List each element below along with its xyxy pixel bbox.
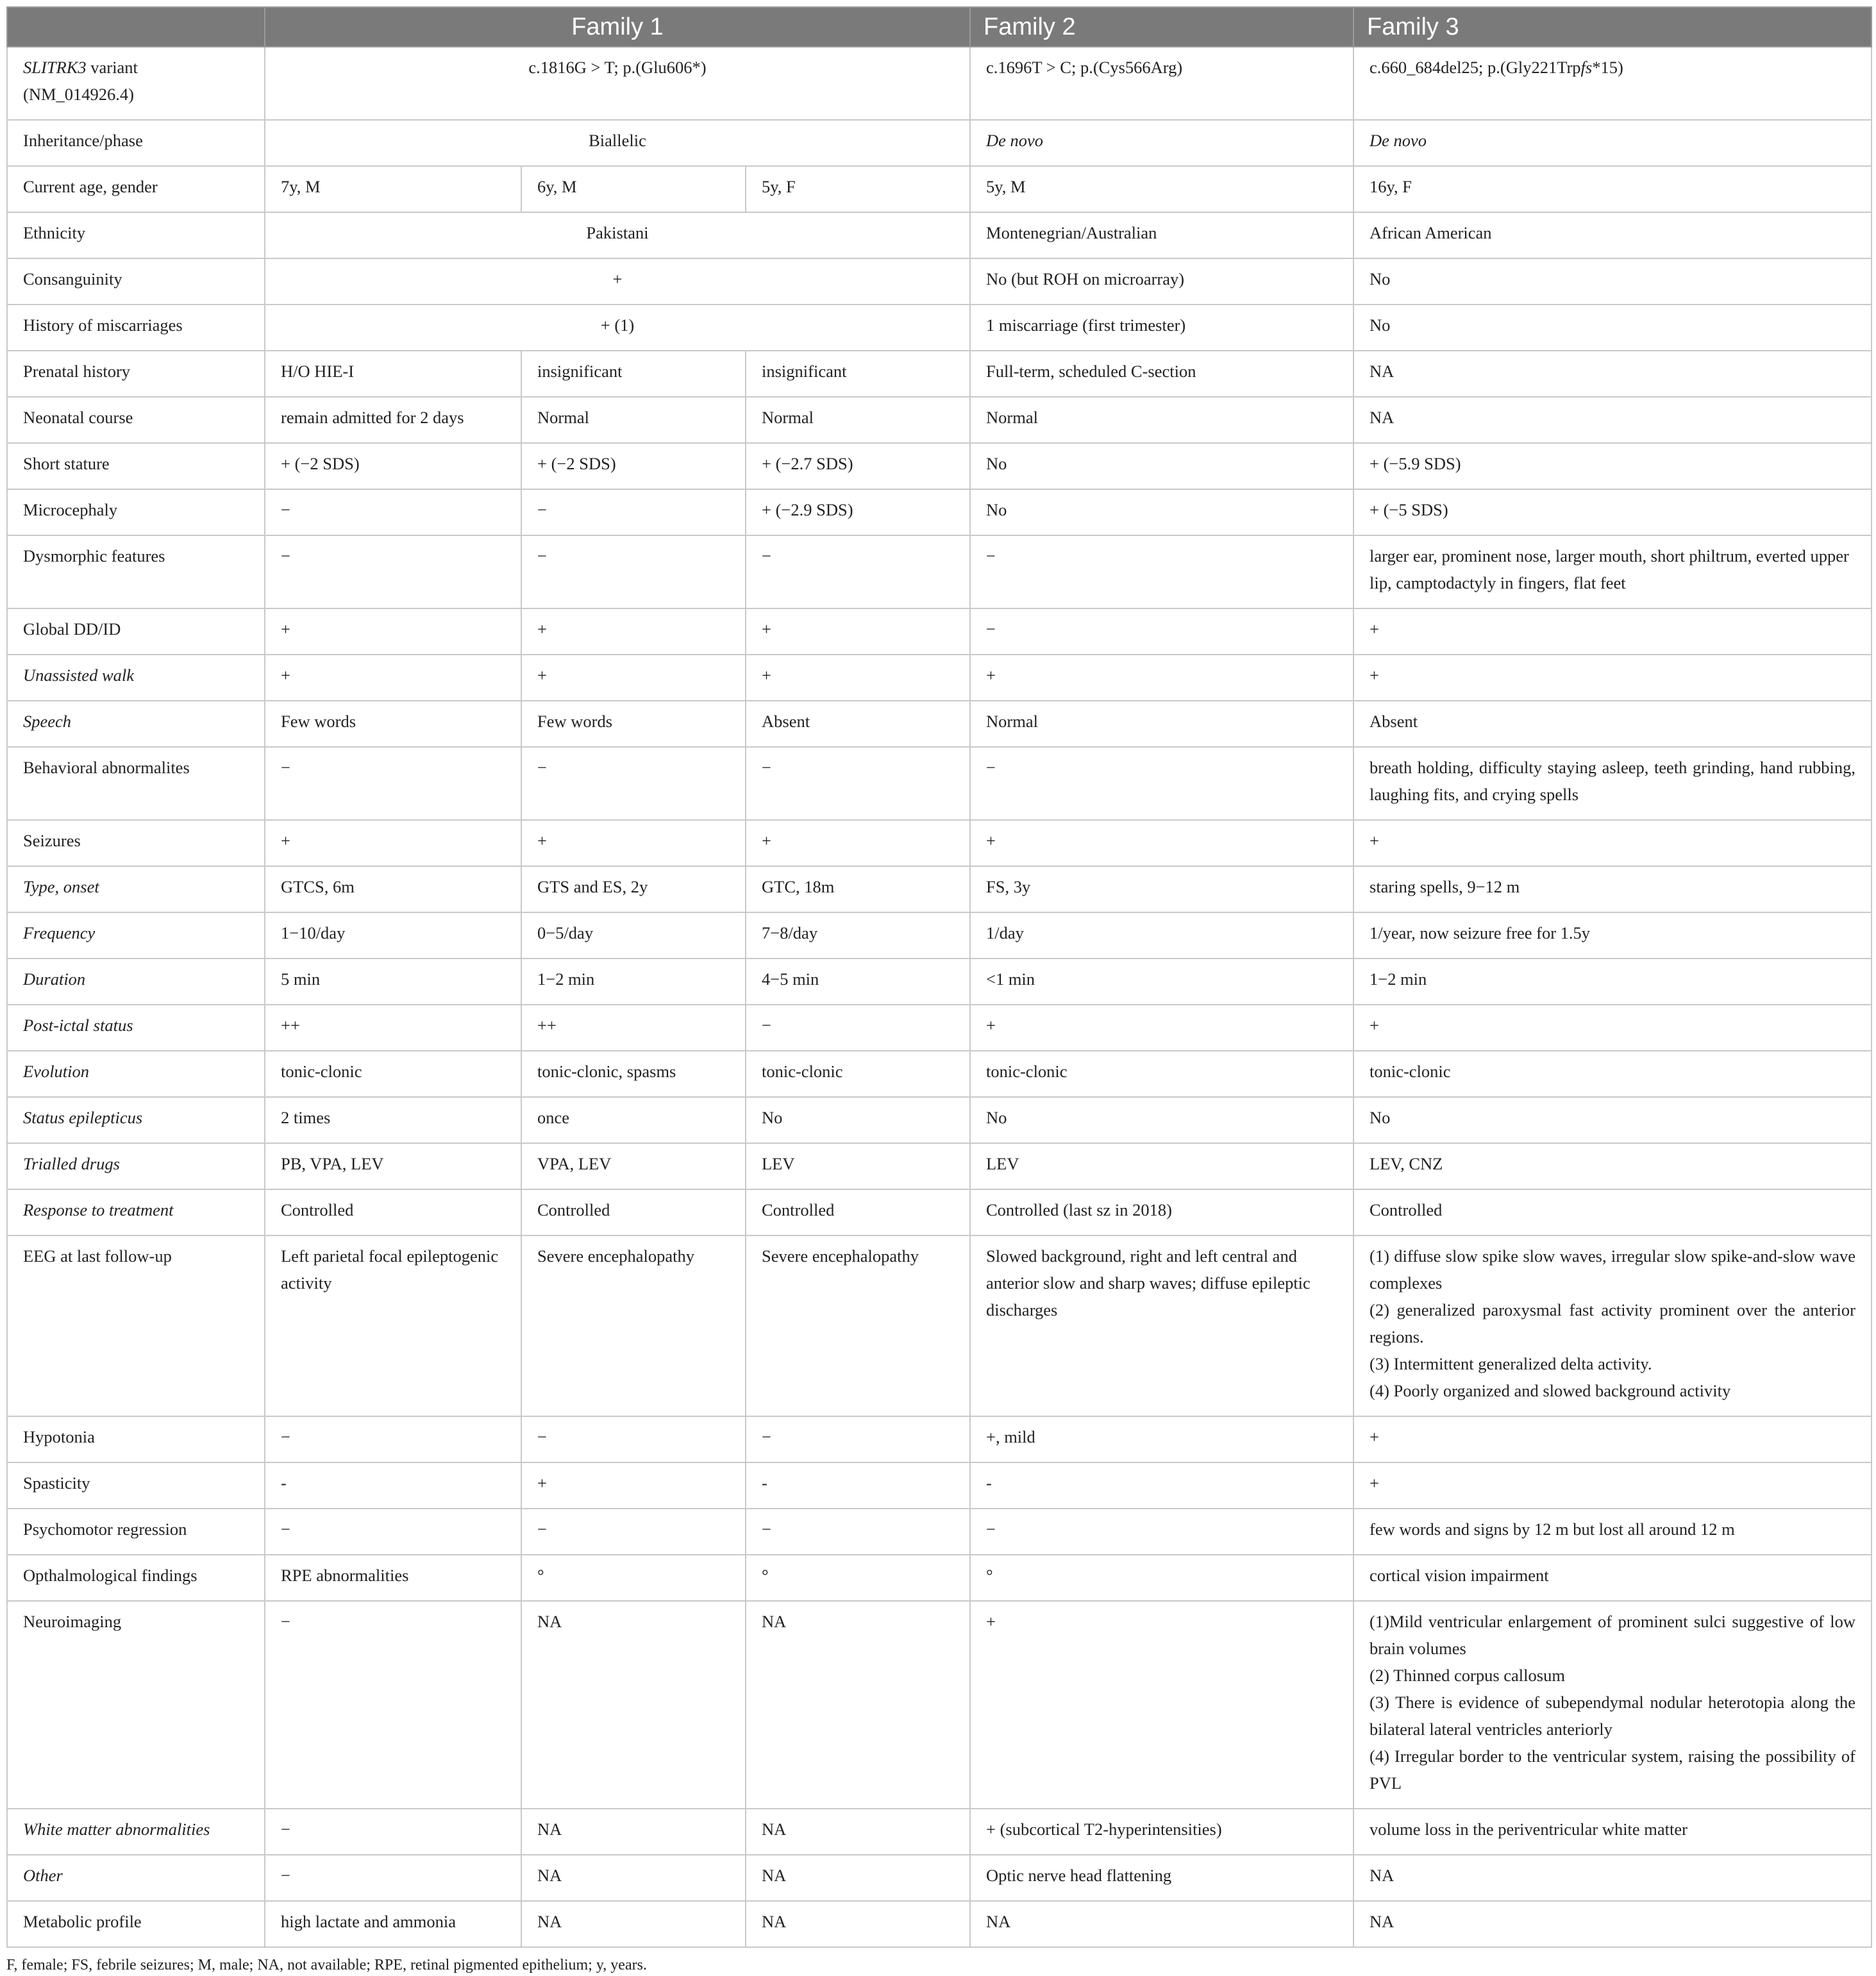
cell-family2: Montenegrian/Australian: [970, 212, 1353, 258]
cell-patient2: VPA, LEV: [521, 1143, 746, 1189]
cell-patient2: tonic-clonic, spasms: [521, 1051, 746, 1097]
cell-patient3: +: [746, 820, 970, 866]
cell-patient3: −: [746, 1416, 970, 1462]
row-label: EEG at last follow-up: [7, 1235, 265, 1416]
cell-patient2: once: [521, 1097, 746, 1143]
cell-patient1: GTCS, 6m: [265, 866, 521, 912]
cell-patient3: −: [746, 1509, 970, 1555]
row-label: Evolution: [7, 1051, 265, 1097]
clinical-features-table: [6, 6, 1872, 1948]
cell-family3: +: [1353, 655, 1872, 701]
cell-patient3: −: [746, 1005, 970, 1051]
table-row: [7, 1809, 1872, 1855]
cell-patient3: 7−8/day: [746, 912, 970, 959]
row-label: White matter abnormalities: [7, 1809, 265, 1855]
table-row: [7, 912, 1872, 959]
header-row: [7, 7, 1872, 47]
row-label: Metabolic profile: [7, 1901, 265, 1947]
row-label: Other: [7, 1855, 265, 1901]
table-row: [7, 535, 1872, 608]
cell-family2: Full-term, scheduled C-section: [970, 351, 1353, 397]
cell-family3: + (−5.9 SDS): [1353, 443, 1872, 489]
cell-family2: −: [970, 535, 1353, 608]
cell-patient3: NA: [746, 1809, 970, 1855]
cell-patient1: +: [265, 655, 521, 701]
row-label: Type, onset: [7, 866, 265, 912]
row-label: Inheritance/phase: [7, 120, 265, 166]
cell-family3: African American: [1353, 212, 1872, 258]
cell-family3: Absent: [1353, 701, 1872, 747]
cell-patient1: Controlled: [265, 1189, 521, 1235]
cell-patient3: tonic-clonic: [746, 1051, 970, 1097]
cell-patient1: tonic-clonic: [265, 1051, 521, 1097]
cell-family3: No: [1353, 1097, 1872, 1143]
cell-patient2: NA: [521, 1809, 746, 1855]
cell-patient2: +: [521, 1462, 746, 1509]
table-row: [7, 1143, 1872, 1189]
cell-family2: Normal: [970, 701, 1353, 747]
cell-patient1: 1−10/day: [265, 912, 521, 959]
table-row: [7, 1555, 1872, 1601]
table-row: [7, 1189, 1872, 1235]
cell-patient2: 0−5/day: [521, 912, 746, 959]
cell-family2: <1 min: [970, 959, 1353, 1005]
cell-patient2: +: [521, 655, 746, 701]
cell-patient3: −: [746, 535, 970, 608]
cell-family3: larger ear, prominent nose, larger mouth, short philtrum, everted upper lip, camptodactyly in fingers, flat feet: [1353, 535, 1872, 608]
cell-patient3: LEV: [746, 1143, 970, 1189]
cell-family3: cortical vision impairment: [1353, 1555, 1872, 1601]
cell-patient2: NA: [521, 1601, 746, 1809]
cell-patient1: -: [265, 1462, 521, 1509]
table-row: [7, 489, 1872, 535]
cell-patient3: GTC, 18m: [746, 866, 970, 912]
cell-family3: 16y, F: [1353, 166, 1872, 212]
table-row: [7, 1416, 1872, 1462]
cell-patient2: GTS and ES, 2y: [521, 866, 746, 912]
cell-patient3: +: [746, 608, 970, 655]
row-label: Opthalmological findings: [7, 1555, 265, 1601]
table-row: [7, 701, 1872, 747]
cell-family2: c.1696T > C; p.(Cys566Arg): [970, 47, 1353, 120]
cell-family2: +, mild: [970, 1416, 1353, 1462]
cell-patient1: RPE abnormalities: [265, 1555, 521, 1601]
cell-family2: Controlled (last sz in 2018): [970, 1189, 1353, 1235]
cell-patient1: + (−2 SDS): [265, 443, 521, 489]
table-row: [7, 351, 1872, 397]
cell-family2: −: [970, 608, 1353, 655]
cell-family2: LEV: [970, 1143, 1353, 1189]
row-label: Neonatal course: [7, 397, 265, 443]
cell-family3: [1353, 47, 1872, 120]
cell-family3: (1) diffuse slow spike slow waves, irregular slow spike-and-slow wave complexes (2) generalized paroxysmal fast activity prominent over the anterior regions. (3) Intermittent generalized delta activity. (4) Poorly organized and slowed background activity: [1353, 1235, 1872, 1416]
cell-patient2: NA: [521, 1855, 746, 1901]
table-row: [7, 1462, 1872, 1509]
cell-family3: (1)Mild ventricular enlargement of prominent sulci suggestive of low brain volumes (2) Thinned corpus callosum (3) There is evidence of subependymal nodular heterotopia along the bilateral lateral ventricles anteriorly (4) Irregular border to the ventricular system, raising the possibility of PVL: [1353, 1601, 1872, 1809]
cell-family1: Pakistani: [265, 212, 970, 258]
row-label: Status epilepticus: [7, 1097, 265, 1143]
cell-family2: + (subcortical T2-hyperintensities): [970, 1809, 1353, 1855]
table-row: [7, 47, 1872, 120]
variant-fs: fs: [1580, 58, 1593, 77]
cell-patient1: PB, VPA, LEV: [265, 1143, 521, 1189]
row-label: Seizures: [7, 820, 265, 866]
table-row: [7, 258, 1872, 305]
cell-patient1: 5 min: [265, 959, 521, 1005]
table-row: [7, 397, 1872, 443]
cell-family3: +: [1353, 1416, 1872, 1462]
table-row: [7, 120, 1872, 166]
row-label: Trialled drugs: [7, 1143, 265, 1189]
cell-family2: FS, 3y: [970, 866, 1353, 912]
cell-patient3: −: [746, 747, 970, 820]
cell-patient2: Few words: [521, 701, 746, 747]
cell-patient2: ++: [521, 1005, 746, 1051]
cell-patient2: −: [521, 1416, 746, 1462]
cell-patient1: remain admitted for 2 days: [265, 397, 521, 443]
table-row: [7, 305, 1872, 351]
cell-patient1: −: [265, 535, 521, 608]
cell-family3: tonic-clonic: [1353, 1051, 1872, 1097]
cell-family3: +: [1353, 820, 1872, 866]
cell-family3: staring spells, 9−12 m: [1353, 866, 1872, 912]
row-label: Frequency: [7, 912, 265, 959]
cell-patient2: + (−2 SDS): [521, 443, 746, 489]
cell-patient1: +: [265, 608, 521, 655]
cell-family2: No: [970, 1097, 1353, 1143]
cell-patient1: Few words: [265, 701, 521, 747]
cell-patient2: Severe encephalopathy: [521, 1235, 746, 1416]
cell-patient2: −: [521, 489, 746, 535]
cell-family2: 1 miscarriage (first trimester): [970, 305, 1353, 351]
cell-patient2: °: [521, 1555, 746, 1601]
cell-patient2: Controlled: [521, 1189, 746, 1235]
cell-family3: De novo: [1353, 120, 1872, 166]
row-label: Spasticity: [7, 1462, 265, 1509]
cell-patient1: −: [265, 747, 521, 820]
cell-family3: NA: [1353, 397, 1872, 443]
cell-family3: 1−2 min: [1353, 959, 1872, 1005]
cell-patient3: Absent: [746, 701, 970, 747]
table-row: [7, 747, 1872, 820]
table-row: [7, 443, 1872, 489]
cell-family3: + (−5 SDS): [1353, 489, 1872, 535]
row-label: Behavioral abnormalites: [7, 747, 265, 820]
cell-family3: NA: [1353, 1855, 1872, 1901]
cell-patient1: H/O HIE-I: [265, 351, 521, 397]
table-row: [7, 1901, 1872, 1947]
cell-patient2: −: [521, 747, 746, 820]
variant-text: c.660_684del25; p.(Gly221Trp: [1369, 58, 1581, 77]
table-row: [7, 166, 1872, 212]
cell-family2: +: [970, 1005, 1353, 1051]
cell-patient2: +: [521, 820, 746, 866]
cell-family2: 1/day: [970, 912, 1353, 959]
table-row: [7, 866, 1872, 912]
cell-patient1: 2 times: [265, 1097, 521, 1143]
table-footnote: F, female; FS, febrile seizures; M, male; NA, not available; RPE, retinal pigmented epithelium; y, years.: [6, 1957, 647, 1973]
cell-family2: No: [970, 443, 1353, 489]
cell-patient2: NA: [521, 1901, 746, 1947]
gene-name: SLITRK3: [23, 58, 87, 77]
cell-patient1: high lactate and ammonia: [265, 1901, 521, 1947]
cell-family2: +: [970, 1601, 1353, 1809]
cell-patient1: 7y, M: [265, 166, 521, 212]
cell-patient3: NA: [746, 1601, 970, 1809]
cell-family3: LEV, CNZ: [1353, 1143, 1872, 1189]
table-row: [7, 820, 1872, 866]
cell-family3: No: [1353, 258, 1872, 305]
row-label: [7, 47, 265, 120]
cell-patient3: +: [746, 655, 970, 701]
document-table-wrapper: [6, 6, 1871, 1976]
cell-patient3: + (−2.9 SDS): [746, 489, 970, 535]
cell-patient1: −: [265, 1416, 521, 1462]
cell-patient1: Left parietal focal epileptogenic activity: [265, 1235, 521, 1416]
cell-family3: NA: [1353, 351, 1872, 397]
cell-family2: NA: [970, 1901, 1353, 1947]
cell-family3: +: [1353, 1005, 1872, 1051]
cell-patient3: NA: [746, 1855, 970, 1901]
cell-patient3: + (−2.7 SDS): [746, 443, 970, 489]
cell-patient3: No: [746, 1097, 970, 1143]
cell-patient3: °: [746, 1555, 970, 1601]
cell-family2: De novo: [970, 120, 1353, 166]
cell-family1: +: [265, 258, 970, 305]
row-label: Response to treatment: [7, 1189, 265, 1235]
row-label: Prenatal history: [7, 351, 265, 397]
cell-family3: volume loss in the periventricular white matter: [1353, 1809, 1872, 1855]
cell-patient3: Severe encephalopathy: [746, 1235, 970, 1416]
cell-family3: +: [1353, 1462, 1872, 1509]
cell-family3: +: [1353, 608, 1872, 655]
table-row: [7, 1051, 1872, 1097]
cell-family2: 5y, M: [970, 166, 1353, 212]
table-row: [7, 1005, 1872, 1051]
table-row: [7, 1509, 1872, 1555]
cell-patient2: 6y, M: [521, 166, 746, 212]
cell-patient3: insignificant: [746, 351, 970, 397]
row-label: Global DD/ID: [7, 608, 265, 655]
cell-family1: Biallelic: [265, 120, 970, 166]
cell-family2: −: [970, 1509, 1353, 1555]
cell-family1: + (1): [265, 305, 970, 351]
header-blank: [7, 7, 265, 47]
cell-patient3: 5y, F: [746, 166, 970, 212]
cell-family2: °: [970, 1555, 1353, 1601]
row-label: Speech: [7, 701, 265, 747]
cell-patient1: −: [265, 1809, 521, 1855]
cell-family3: few words and signs by 12 m but lost all around 12 m: [1353, 1509, 1872, 1555]
row-label: History of miscarriages: [7, 305, 265, 351]
cell-family2: +: [970, 655, 1353, 701]
cell-patient2: −: [521, 535, 746, 608]
variant-text-end: *15): [1592, 58, 1623, 77]
cell-patient3: NA: [746, 1901, 970, 1947]
table-row: [7, 1097, 1872, 1143]
row-label: Current age, gender: [7, 166, 265, 212]
cell-patient3: Normal: [746, 397, 970, 443]
row-label: Ethnicity: [7, 212, 265, 258]
table-row: [7, 1855, 1872, 1901]
table-row: [7, 1601, 1872, 1809]
cell-family2: -: [970, 1462, 1353, 1509]
header-family-2: Family 2: [970, 7, 1353, 47]
row-label: Short stature: [7, 443, 265, 489]
row-label: Neuroimaging: [7, 1601, 265, 1809]
header-family-3: Family 3: [1353, 7, 1872, 47]
cell-family3: breath holding, difficulty staying asleep, teeth grinding, hand rubbing, laughing fits, and crying spells: [1353, 747, 1872, 820]
cell-family2: tonic-clonic: [970, 1051, 1353, 1097]
table-row: [7, 608, 1872, 655]
table-row: [7, 655, 1872, 701]
cell-family2: Optic nerve head flattening: [970, 1855, 1353, 1901]
row-label: Psychomotor regression: [7, 1509, 265, 1555]
header-family-1: Family 1: [265, 7, 970, 47]
row-label: Post-ictal status: [7, 1005, 265, 1051]
cell-family1: c.1816G > T; p.(Glu606*): [265, 47, 970, 120]
cell-patient3: -: [746, 1462, 970, 1509]
cell-family2: +: [970, 820, 1353, 866]
row-label: Hypotonia: [7, 1416, 265, 1462]
table-row: [7, 1235, 1872, 1416]
cell-family2: Normal: [970, 397, 1353, 443]
cell-family2: No: [970, 489, 1353, 535]
table-row: [7, 212, 1872, 258]
cell-patient2: +: [521, 608, 746, 655]
cell-patient3: Controlled: [746, 1189, 970, 1235]
cell-patient1: −: [265, 1601, 521, 1809]
row-label: Duration: [7, 959, 265, 1005]
cell-patient1: ++: [265, 1005, 521, 1051]
cell-patient2: 1−2 min: [521, 959, 746, 1005]
cell-family2: No (but ROH on microarray): [970, 258, 1353, 305]
cell-patient1: −: [265, 489, 521, 535]
row-label: Consanguinity: [7, 258, 265, 305]
cell-family3: No: [1353, 305, 1872, 351]
cell-family3: 1/year, now seizure free for 1.5y: [1353, 912, 1872, 959]
cell-patient3: 4−5 min: [746, 959, 970, 1005]
row-label: Unassisted walk: [7, 655, 265, 701]
row-label: Dysmorphic features: [7, 535, 265, 608]
cell-patient2: insignificant: [521, 351, 746, 397]
cell-patient1: −: [265, 1855, 521, 1901]
cell-patient1: −: [265, 1509, 521, 1555]
cell-family2: −: [970, 747, 1353, 820]
cell-patient1: +: [265, 820, 521, 866]
row-label-text: variant (NM_014926.4): [23, 58, 138, 104]
cell-family2: Slowed background, right and left central and anterior slow and sharp waves; diffuse epileptic discharges: [970, 1235, 1353, 1416]
cell-family3: Controlled: [1353, 1189, 1872, 1235]
table-row: [7, 959, 1872, 1005]
cell-patient2: −: [521, 1509, 746, 1555]
row-label: Microcephaly: [7, 489, 265, 535]
cell-family3: NA: [1353, 1901, 1872, 1947]
cell-patient2: Normal: [521, 397, 746, 443]
